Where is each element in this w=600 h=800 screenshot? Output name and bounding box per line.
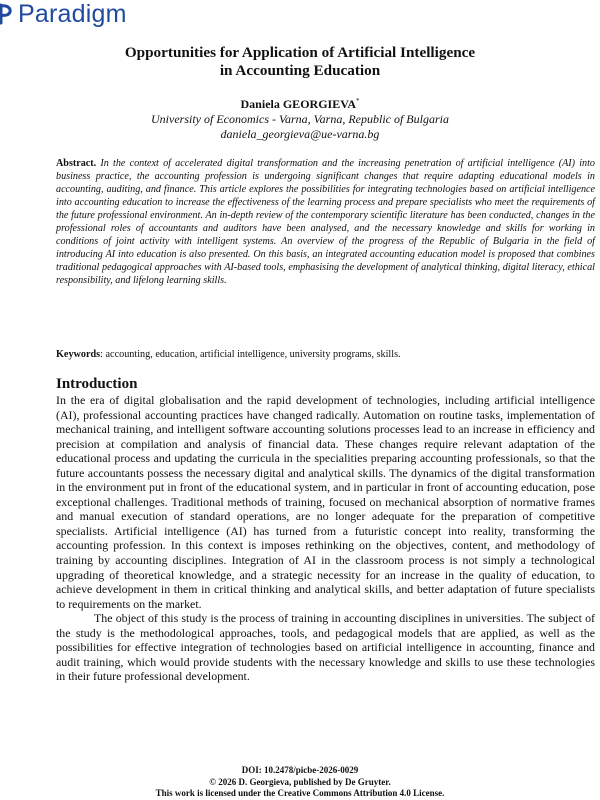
introduction-body [56, 393, 595, 684]
introduction-paragraph-2: The object of this study is the process of training in accounting disciplines in universities. The subject of the study is the methodological approaches, tools, and pedagogical models that are applied, as well as the possibilities for effective integration of technologies based on artificial intelligence in accounting, finance and audit training, which would provide students with the necessary knowledge and skills to use these technologies in their future professional development. [56, 611, 595, 684]
author-footnote-mark: * [355, 97, 360, 105]
copyright: © 2026 D. Georgieva, published by De Gruyter. [209, 776, 391, 787]
paradigm-logo-icon [0, 2, 14, 26]
doi[interactable]: DOI: 10.2478/picbe-2026-0029 [241, 765, 359, 775]
author-affiliation: University of Economics - Varna, Varna, Republic of Bulgaria [151, 112, 449, 126]
license-notice: This work is licensed under the Creative Commons Attribution 4.0 License. [155, 788, 445, 798]
publisher-name: Paradigm [18, 0, 127, 28]
introduction-heading: Introduction [56, 376, 138, 392]
author-name: Daniela GEORGIEVA [240, 97, 356, 111]
author-block [0, 94, 600, 142]
introduction-paragraph-1: In the era of digital globalisation and the rapid development of technologies, including artificial intelligence (AI), professional accounting practices have changed radically. Automation on routine tasks, implementation of mechanical training, and intelligent software accounting solutions processes lead to an increase in efficiency and precision at compilation and analysis of financial data. These changes require relevant adaptation of the educational process and updating the curricula in the specialities preparing accounting professionals, so that the future accountants possess the necessary digital and analytical skills. The dynamics of the digital transformation in the environment put in front of the educational system, and in particular in front of accounting education, pose exceptional challenges. Traditional methods of training, focused on mechanical absorption of normative frames and manual execution of standard operations, are no longer adequate for the preparation of competitive specialists. Artificial intelligence (AI) has turned from a futuristic concept into reality, transforming the accounting profession. In this context is imposes rethinking on the objectives, content, and methodology of training by accounting disciplines. Integration of AI in the classroom process is not simply a technological upgrading of theoretical knowledge, and a strategic necessity for an increase in the quality of education, to achieve development in them in critical thinking and analytical skills, and better adaptation of future specialists to requirements on the market. [56, 393, 595, 611]
keywords-text: : accounting, education, artificial intelligence, university programs, skills. [100, 349, 401, 360]
keywords-label: Keywords [56, 349, 101, 360]
abstract [56, 158, 595, 288]
publisher-brand [0, 0, 127, 28]
title-line-1: Opportunities for Application of Artificial Intelligence [124, 44, 476, 61]
abstract-label: Abstract. [56, 158, 97, 169]
keywords [56, 348, 595, 361]
page-footer [0, 765, 600, 800]
paper-title [40, 44, 560, 80]
abstract-text: In the context of accelerated digital transformation and the increasing penetration of artificial intelligence (AI) into business practice, the accounting profession is undergoing significant changes that require adapting educational models in accounting, auditing, and finance. This article explores the possibilities for integrating technologies based on artificial intelligence into accounting education to increase the effectiveness of the learning process and prepare specialists who meet the requirements of the future professional environment. An in-depth review of the contemporary scientific literature has been conducted, changes in the professional roles of accountants and auditors have been analysed, and the necessary knowledge and skills for working in conditions of joint activity with intelligent systems. An overview of the progress of the Republic of Bulgaria in the field of introducing AI into education is also presented. On this basis, an integrated accounting education model is proposed that combines traditional pedagogical approaches with AI-based tools, emphasising the development of analytical thinking, digital literacy, ethical responsibility, and lifelong learning skills. [56, 158, 595, 286]
title-line-2: in Accounting Education [219, 62, 381, 79]
author-email[interactable]: daniela_georgieva@ue-varna.bg [220, 127, 380, 141]
